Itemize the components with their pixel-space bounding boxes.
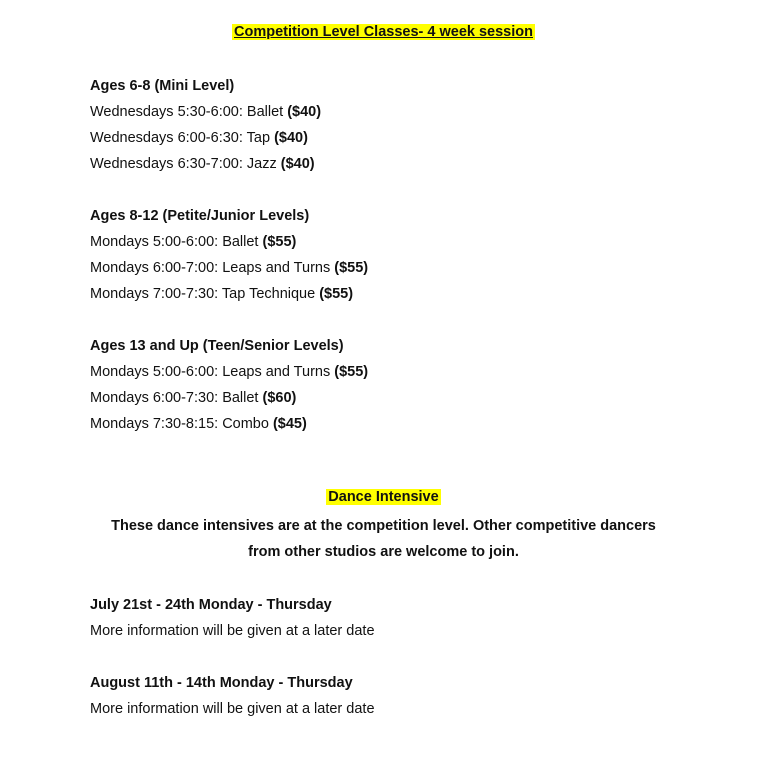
group-heading: Ages 13 and Up (Teen/Senior Levels)	[90, 338, 344, 354]
class-text: Mondays 7:30-8:15: Combo	[90, 416, 269, 432]
class-text: Mondays 6:00-7:30: Ballet	[90, 390, 259, 406]
class-item	[90, 255, 368, 281]
class-price: ($60)	[262, 390, 297, 406]
class-price: ($55)	[319, 286, 354, 302]
intensive-session	[90, 670, 375, 722]
class-text: Mondays 6:00-7:00: Leaps and Turns	[90, 260, 331, 276]
class-item	[90, 411, 368, 437]
class-group-mini	[90, 73, 321, 177]
page-title: Competition Level Classes- 4 week session	[234, 24, 533, 40]
class-item	[90, 281, 368, 307]
class-item	[90, 229, 368, 255]
intensive-title: Dance Intensive	[328, 489, 439, 505]
session-dates: August 11th - 14th Monday - Thursday	[90, 675, 353, 691]
class-price: ($55)	[262, 234, 297, 250]
intensive-session	[90, 592, 375, 644]
class-price: ($45)	[272, 416, 307, 432]
group-heading: Ages 8-12 (Petite/Junior Levels)	[90, 208, 310, 224]
title-row	[0, 24, 767, 40]
intensive-description-line: These dance intensives are at the competition level. Other competitive dancers	[111, 518, 656, 534]
intensive-description	[0, 513, 767, 565]
class-text: Mondays 7:00-7:30: Tap Technique	[90, 286, 316, 302]
class-item	[90, 125, 321, 151]
class-item	[90, 385, 368, 411]
class-text: Wednesdays 6:00-6:30: Tap	[90, 130, 271, 146]
class-item	[90, 151, 321, 177]
class-text: Wednesdays 5:30-6:00: Ballet	[90, 104, 284, 120]
class-group-petite-junior	[90, 203, 368, 307]
class-item	[90, 99, 321, 125]
class-price: ($40)	[287, 104, 322, 120]
session-note: More information will be given at a later date	[90, 701, 375, 717]
class-text: Mondays 5:00-6:00: Leaps and Turns	[90, 364, 331, 380]
session-dates: July 21st - 24th Monday - Thursday	[90, 597, 332, 613]
intensive-title-row	[0, 489, 767, 505]
session-note: More information will be given at a later date	[90, 623, 375, 639]
class-group-teen-senior	[90, 333, 368, 437]
class-text: Wednesdays 6:30-7:00: Jazz	[90, 156, 277, 172]
group-heading: Ages 6-8 (Mini Level)	[90, 78, 235, 94]
class-price: ($40)	[274, 130, 308, 146]
intensive-description-line: from other studios are welcome to join.	[248, 544, 519, 560]
class-price: ($55)	[334, 260, 369, 276]
class-item	[90, 359, 368, 385]
class-price: ($40)	[280, 156, 315, 172]
class-text: Mondays 5:00-6:00: Ballet	[90, 234, 259, 250]
class-price: ($55)	[334, 364, 369, 380]
